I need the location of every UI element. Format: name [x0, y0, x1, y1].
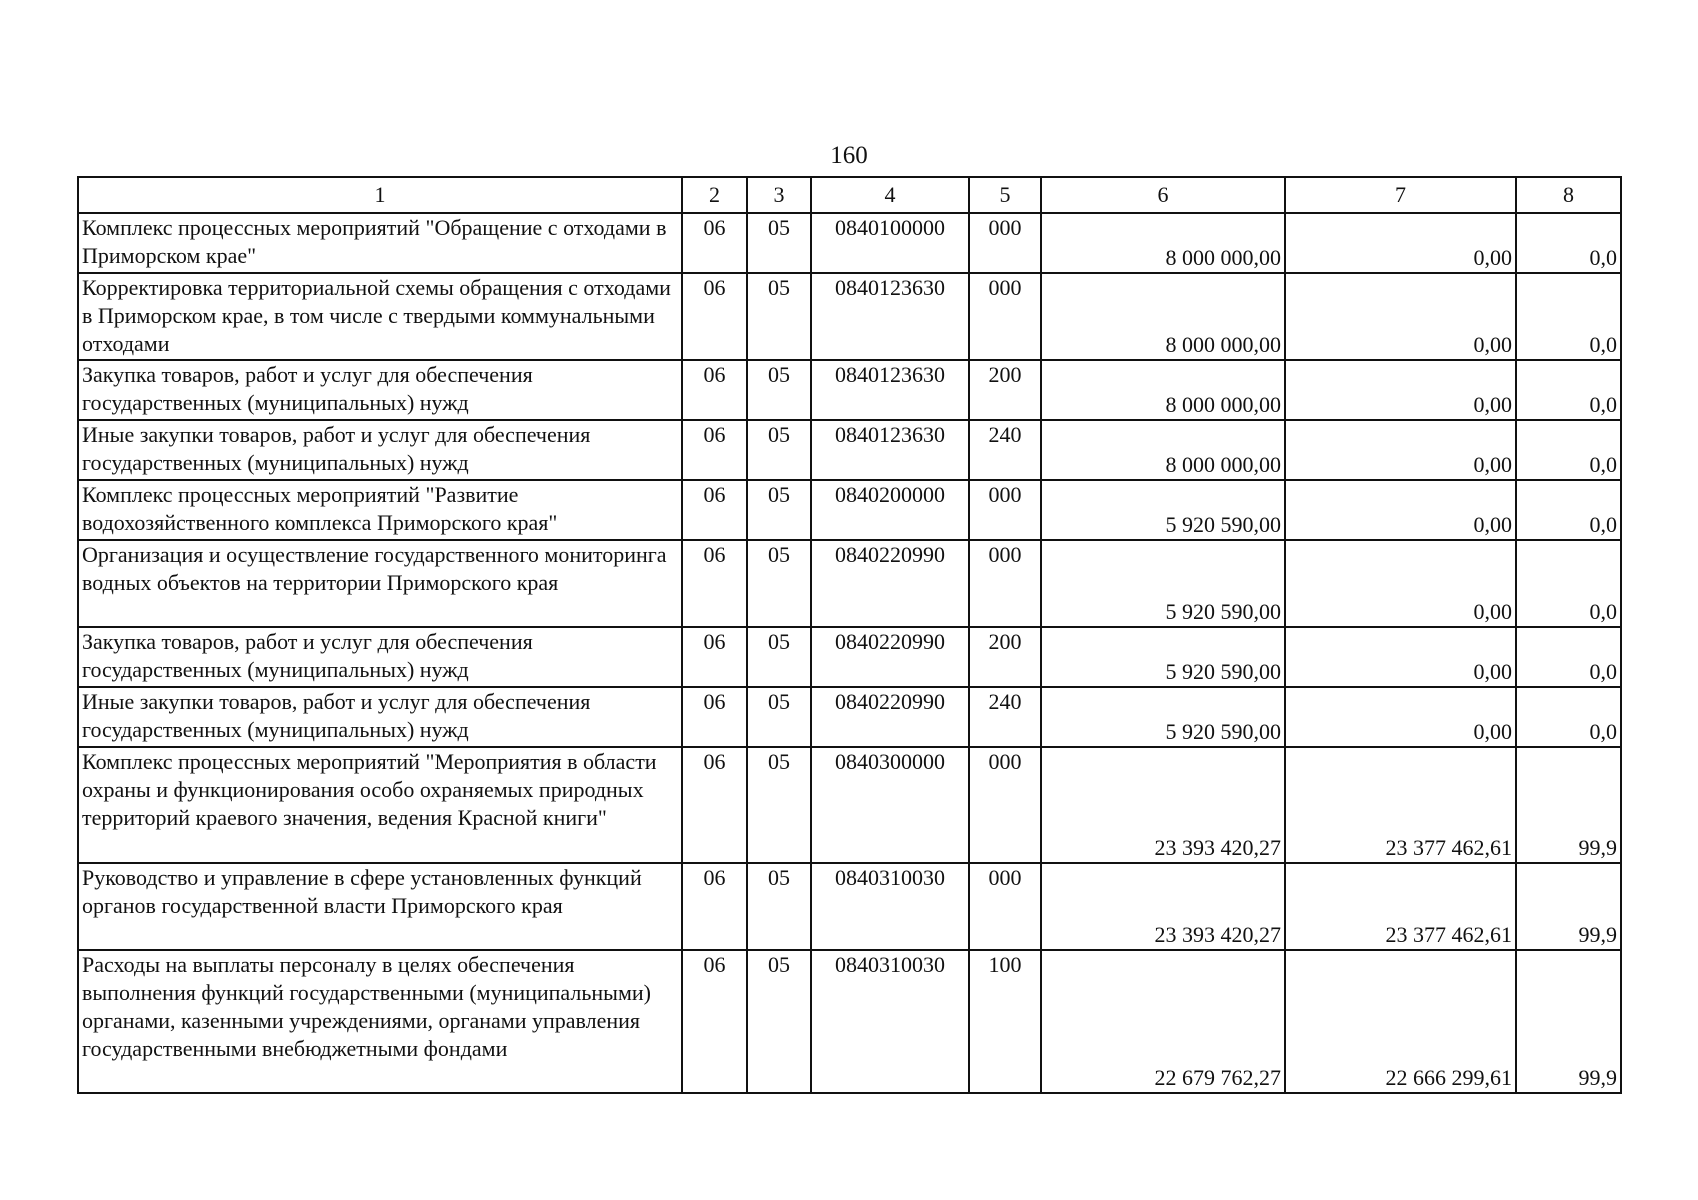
table-row — [78, 627, 1621, 687]
row-executed: 0,00 — [1285, 480, 1516, 540]
row-percent: 0,0 — [1516, 480, 1621, 540]
row-executed: 0,00 — [1285, 360, 1516, 420]
row-planned: 5 920 590,00 — [1041, 480, 1285, 540]
row-planned: 23 393 420,27 — [1041, 863, 1285, 950]
row-percent: 99,9 — [1516, 950, 1621, 1093]
row-subsection: 05 — [747, 540, 811, 627]
row-target-code: 0840200000 — [811, 480, 969, 540]
row-expense-type: 240 — [969, 687, 1041, 747]
row-subsection: 05 — [747, 360, 811, 420]
budget-table — [77, 176, 1622, 1094]
row-expense-type: 000 — [969, 540, 1041, 627]
row-percent: 99,9 — [1516, 863, 1621, 950]
row-executed: 22 666 299,61 — [1285, 950, 1516, 1093]
row-subsection: 05 — [747, 627, 811, 687]
row-subsection: 05 — [747, 420, 811, 480]
row-executed: 0,00 — [1285, 273, 1516, 360]
row-section: 06 — [682, 540, 747, 627]
row-name: Корректировка территориальной схемы обращения с отходами в Приморском крае, в том числе с твердыми коммунальными отходами — [78, 273, 682, 360]
table-row — [78, 273, 1621, 360]
row-planned: 8 000 000,00 — [1041, 420, 1285, 480]
row-section: 06 — [682, 420, 747, 480]
row-expense-type: 200 — [969, 627, 1041, 687]
row-subsection: 05 — [747, 747, 811, 863]
row-expense-type: 200 — [969, 360, 1041, 420]
row-executed: 0,00 — [1285, 627, 1516, 687]
row-section: 06 — [682, 687, 747, 747]
row-name: Закупка товаров, работ и услуг для обеспечения государственных (муниципальных) нужд — [78, 627, 682, 687]
header-col-1: 1 — [78, 177, 682, 213]
header-col-8: 8 — [1516, 177, 1621, 213]
row-percent: 0,0 — [1516, 213, 1621, 273]
row-executed: 0,00 — [1285, 540, 1516, 627]
row-percent: 0,0 — [1516, 360, 1621, 420]
header-col-5: 5 — [969, 177, 1041, 213]
row-expense-type: 000 — [969, 480, 1041, 540]
row-target-code: 0840123630 — [811, 360, 969, 420]
row-name: Комплекс процессных мероприятий "Мероприятия в области охраны и функционирования особо охраняемых природных территорий краевого значения, ведения Красной книги" — [78, 747, 682, 863]
row-name: Иные закупки товаров, работ и услуг для обеспечения государственных (муниципальных) нужд — [78, 420, 682, 480]
row-name: Закупка товаров, работ и услуг для обеспечения государственных (муниципальных) нужд — [78, 360, 682, 420]
table-row — [78, 420, 1621, 480]
row-subsection: 05 — [747, 950, 811, 1093]
row-name: Руководство и управление в сфере установленных функций органов государственной власти Приморского края — [78, 863, 682, 950]
row-planned: 5 920 590,00 — [1041, 687, 1285, 747]
row-percent: 0,0 — [1516, 540, 1621, 627]
header-col-4: 4 — [811, 177, 969, 213]
row-name: Комплекс процессных мероприятий "Развитие водохозяйственного комплекса Приморского края" — [78, 480, 682, 540]
header-col-3: 3 — [747, 177, 811, 213]
page-number: 160 — [830, 142, 868, 169]
row-target-code: 0840220990 — [811, 627, 969, 687]
table-row — [78, 950, 1621, 1093]
row-percent: 99,9 — [1516, 747, 1621, 863]
table-row — [78, 480, 1621, 540]
row-target-code: 0840220990 — [811, 540, 969, 627]
row-percent: 0,0 — [1516, 687, 1621, 747]
row-percent: 0,0 — [1516, 420, 1621, 480]
row-subsection: 05 — [747, 273, 811, 360]
row-target-code: 0840220990 — [811, 687, 969, 747]
table-row — [78, 213, 1621, 273]
row-percent: 0,0 — [1516, 627, 1621, 687]
header-col-2: 2 — [682, 177, 747, 213]
row-planned: 5 920 590,00 — [1041, 540, 1285, 627]
row-section: 06 — [682, 747, 747, 863]
row-planned: 5 920 590,00 — [1041, 627, 1285, 687]
row-name: Иные закупки товаров, работ и услуг для обеспечения государственных (муниципальных) нужд — [78, 687, 682, 747]
row-expense-type: 240 — [969, 420, 1041, 480]
row-expense-type: 100 — [969, 950, 1041, 1093]
row-name: Расходы на выплаты персоналу в целях обеспечения выполнения функций государственными (муниципальными) органами, казенными учреждениями, органами управления государственными внебюджетными фондами — [78, 950, 682, 1093]
row-planned: 8 000 000,00 — [1041, 360, 1285, 420]
table-row — [78, 863, 1621, 950]
row-section: 06 — [682, 627, 747, 687]
row-subsection: 05 — [747, 863, 811, 950]
row-executed: 0,00 — [1285, 420, 1516, 480]
table-row — [78, 747, 1621, 863]
row-expense-type: 000 — [969, 213, 1041, 273]
row-section: 06 — [682, 213, 747, 273]
row-target-code: 0840123630 — [811, 420, 969, 480]
row-name: Организация и осуществление государственного мониторинга водных объектов на территории Приморского края — [78, 540, 682, 627]
row-subsection: 05 — [747, 687, 811, 747]
row-section: 06 — [682, 273, 747, 360]
row-section: 06 — [682, 863, 747, 950]
header-row — [78, 177, 1621, 213]
table-row — [78, 360, 1621, 420]
table-row — [78, 540, 1621, 627]
row-executed: 0,00 — [1285, 213, 1516, 273]
row-subsection: 05 — [747, 213, 811, 273]
row-section: 06 — [682, 360, 747, 420]
row-target-code: 0840100000 — [811, 213, 969, 273]
row-target-code: 0840300000 — [811, 747, 969, 863]
row-executed: 23 377 462,61 — [1285, 863, 1516, 950]
row-executed: 0,00 — [1285, 687, 1516, 747]
table-row — [78, 687, 1621, 747]
row-section: 06 — [682, 480, 747, 540]
row-planned: 22 679 762,27 — [1041, 950, 1285, 1093]
row-planned: 23 393 420,27 — [1041, 747, 1285, 863]
row-percent: 0,0 — [1516, 273, 1621, 360]
row-subsection: 05 — [747, 480, 811, 540]
row-expense-type: 000 — [969, 863, 1041, 950]
row-planned: 8 000 000,00 — [1041, 273, 1285, 360]
header-col-7: 7 — [1285, 177, 1516, 213]
row-target-code: 0840123630 — [811, 273, 969, 360]
row-target-code: 0840310030 — [811, 950, 969, 1093]
row-expense-type: 000 — [969, 747, 1041, 863]
row-name: Комплекс процессных мероприятий "Обращение с отходами в Приморском крае" — [78, 213, 682, 273]
row-section: 06 — [682, 950, 747, 1093]
row-executed: 23 377 462,61 — [1285, 747, 1516, 863]
row-expense-type: 000 — [969, 273, 1041, 360]
header-col-6: 6 — [1041, 177, 1285, 213]
row-planned: 8 000 000,00 — [1041, 213, 1285, 273]
row-target-code: 0840310030 — [811, 863, 969, 950]
